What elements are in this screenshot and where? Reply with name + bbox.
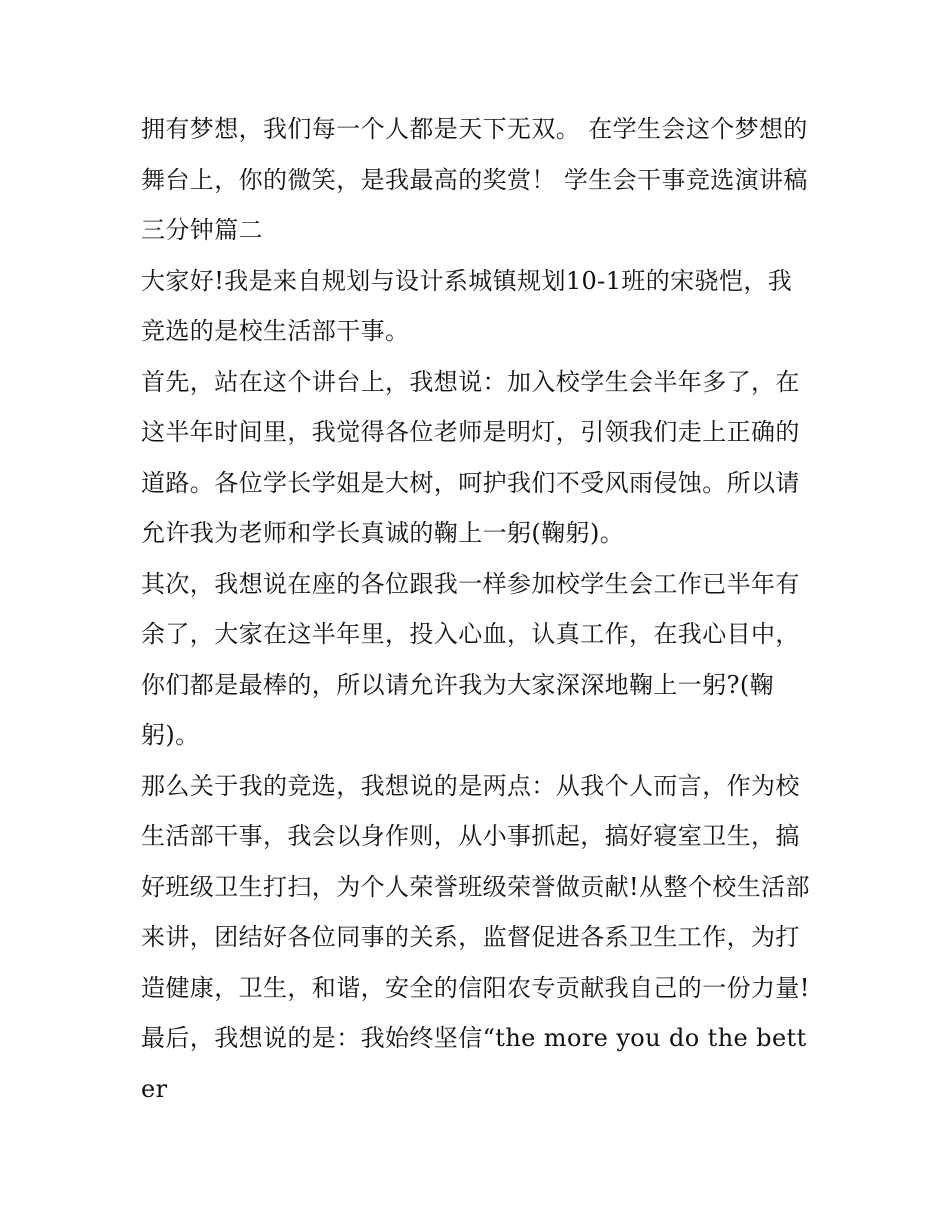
paragraph-4: 其次，我想说在座的各位跟我一样参加校学生会工作已半年有余了，大家在这半年里，投入心血，认真工作，在我心目中，你们都是最棒的，所以请允许我为大家深深地鞠上一躬?(鞠躬)。	[141, 569, 800, 749]
paragraph-6: 最后，我想说的是：我始终坚信“the more you do the better	[141, 1024, 807, 1103]
paragraph-3: 首先，站在这个讲台上，我想说：加入校学生会半年多了，在这半年时间里，我觉得各位老师是明灯，引领我们走上正确的道路。各位学长学姐是大树，呵护我们不受风雨侵蚀。所以请允许我为老师和学长真诚的鞠上一躬(鞠躬)。	[141, 367, 800, 547]
body-text	[141, 104, 813, 1114]
paragraph-1: 拥有梦想，我们每一个人都是天下无双。 在学生会这个梦想的舞台上，你的微笑，是我最高的奖赏！ 学生会干事竞选演讲稿三分钟篇二	[141, 115, 808, 244]
paragraph-5: 那么关于我的竞选，我想说的是两点：从我个人而言，作为校生活部干事，我会以身作则，从小事抓起，搞好寝室卫生，搞好班级卫生打扫，为个人荣誉班级荣誉做贡献!从整个校生活部来讲，团结好各位同事的关系，监督促进各系卫生工作，为打造健康，卫生，和谐，安全的信阳农专贡献我自己的一份力量!	[141, 771, 810, 1002]
paragraph-2: 大家好!我是来自规划与设计系城镇规划10-1班的宋骁恺，我竞选的是校生活部干事。	[141, 266, 793, 345]
